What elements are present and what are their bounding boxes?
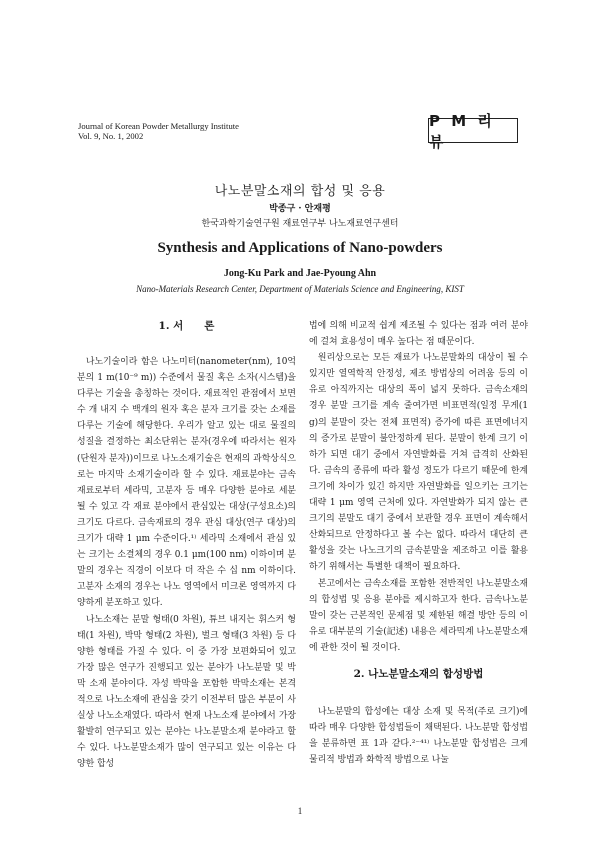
left-column — [77, 318, 296, 772]
korean-authors: 박종구 · 안재평 — [269, 204, 331, 214]
korean-title: 나노분말소재의 합성 및 응용 — [214, 184, 386, 199]
paragraph: 원리상으로는 모든 재료가 나노분말화의 대상이 될 수 있지만 열역학적 안정성, 제조 방법상의 어려움 등의 이유로 아직까지는 대상의 폭이 넓지 못하다. 금속소재의 경우 분말 크기를 계속 줄여가면 비표면적(일정 무게(1 g)의 분말이 갖는 전체 표면적) 증가에 따른 표면에너지의 증가로 분말이 불안정하게 된다. 분말이 한계 크기 이하가 되면 대기 중에서 자연발화를 거쳐 급격히 산화된다. 금속의 종류에 따라 활성 정도가 다르기 때문에 한계 크기에 차이가 있긴 하지만 자연발화를 일으키는 크기는 대략 1 μm 영역 근처에 있다. 자연발화가 되지 않는 큰 크기의 분말도 대기 중에서 보관할 경우 표면이 계속해서 산화되므로 안정하다고 볼 수는 없다. 따라서 대단히 큰 활성을 갖는 나노크기의 금속분말을 제조하고 이를 활용하기 위해서는 특별한 대책이 필요하다. — [309, 353, 528, 573]
pm-review-badge: P M 리 뷰 — [428, 118, 518, 143]
journal-volume: Vol. 9, No. 1, 2002 — [78, 131, 144, 141]
section-heading-synthesis: 2. 나노분말소재의 합성방법 — [353, 667, 484, 680]
journal-header — [78, 121, 239, 141]
paragraph: 법에 의해 비교적 쉽게 제조될 수 있다는 점과 여러 분야에 걸쳐 효용성이 매우 높다는 점 때문이다. — [309, 321, 528, 348]
right-column — [309, 318, 528, 768]
paragraph: 나노분말의 합성에는 대상 소재 및 목적(주로 크기)에 따라 매우 다양한 합성법들이 채택된다. 나노분말 합성법을 분류하면 표 1과 같다.²⁻⁴¹⁾ 나노분말 합성법은 크게 물리적 방법과 화학적 방법으로 나눌 — [309, 706, 528, 766]
paragraph: 나노기술이라 함은 나노미터(nanometer(nm), 10억분의 1 m(10⁻⁹ m)) 수준에서 물질 혹은 소자(시스템)을 다루는 기술을 총칭하는 것이다. 재료적인 관점에서 보면 수 개 내지 수 백개의 원자 혹은 분자 크기를 갖는 소재를 다루는 기술에 해당한다. 우리가 알고 있는 대로 물질의 성질을 결정하는 최소단위는 분자(경우에 따라서는 원자(단원자 분자))이므로 나노소재기술은 현재의 과학상식으로는 마지막 소재기술이라 할 수 있다. 재료분야는 금속재료로부터 세라믹, 고분자 등 매우 다양한 분야로 세분될 수 있고 각 재료 분야에서 관심있는 대상(구성요소)의 크기도 다르다. 금속재료의 경우 관심 대상(연구 대상)의 크기가 대략 1 μm 수준이다.¹⁾ 세라믹 소재에서 관심 있는 크기는 소결체의 경우 0.1 μm(100 nm) 이하이며 분말의 경우는 직경이 이보다 더 작은 수 십 nm 이하이다. 고분자 소재의 경우는 나노 영역에서 미크론 영역까지 다양하게 분포하고 있다. — [77, 357, 296, 609]
english-authors: Jong-Ku Park and Jae-Pyoung Ahn — [223, 268, 377, 279]
journal-name: Journal of Korean Powder Metallurgy Institute — [78, 121, 239, 131]
english-title: Synthesis and Applications of Nano-powders — [157, 240, 443, 256]
paragraph: 본고에서는 금속소재를 포함한 전반적인 나노분말소재의 합성법 및 응용 분야를 제시하고자 한다. 금속나노분말이 갖는 근본적인 문제점 및 제한된 해결 방안 등의 이유로 대부분의 기술(記述) 내용은 세라믹계 나노분말소재에 관한 것이 될 것이다. — [309, 578, 528, 653]
english-affiliation: Nano-Materials Research Center, Department of Materials Science and Engineering, KIST — [136, 284, 464, 294]
korean-affiliation: 한국과학기술연구원 재료연구부 나노재료연구센터 — [201, 219, 399, 229]
page-number: 1 — [297, 806, 303, 816]
section-heading-introduction: 1. 서 론 — [158, 320, 215, 332]
paragraph: 나노소재는 분말 형태(0 차원), 튜브 내지는 휘스커 형태(1 차원), 박막 형태(2 차원), 벌크 형태(3 차원) 등 다양한 형태를 가질 수 있다. 이 중 가장 보편화되어 있고 가장 많은 연구가 진행되고 있는 분야가 나노분말 및 박막 소재 분야이다. 자성 박막을 포함한 박막소재는 본격적으로 나노소재에 관심을 갖기 이전부터 많은 부분이 사실상 나노소재였다. 따라서 현재 나노소재 분야에서 가장 활발히 연구되고 있는 분야는 나노분말소재 분야라고 할 수 있다. 나노분말소재가 많이 연구되고 있는 이유는 다양한 합성 — [77, 614, 296, 770]
